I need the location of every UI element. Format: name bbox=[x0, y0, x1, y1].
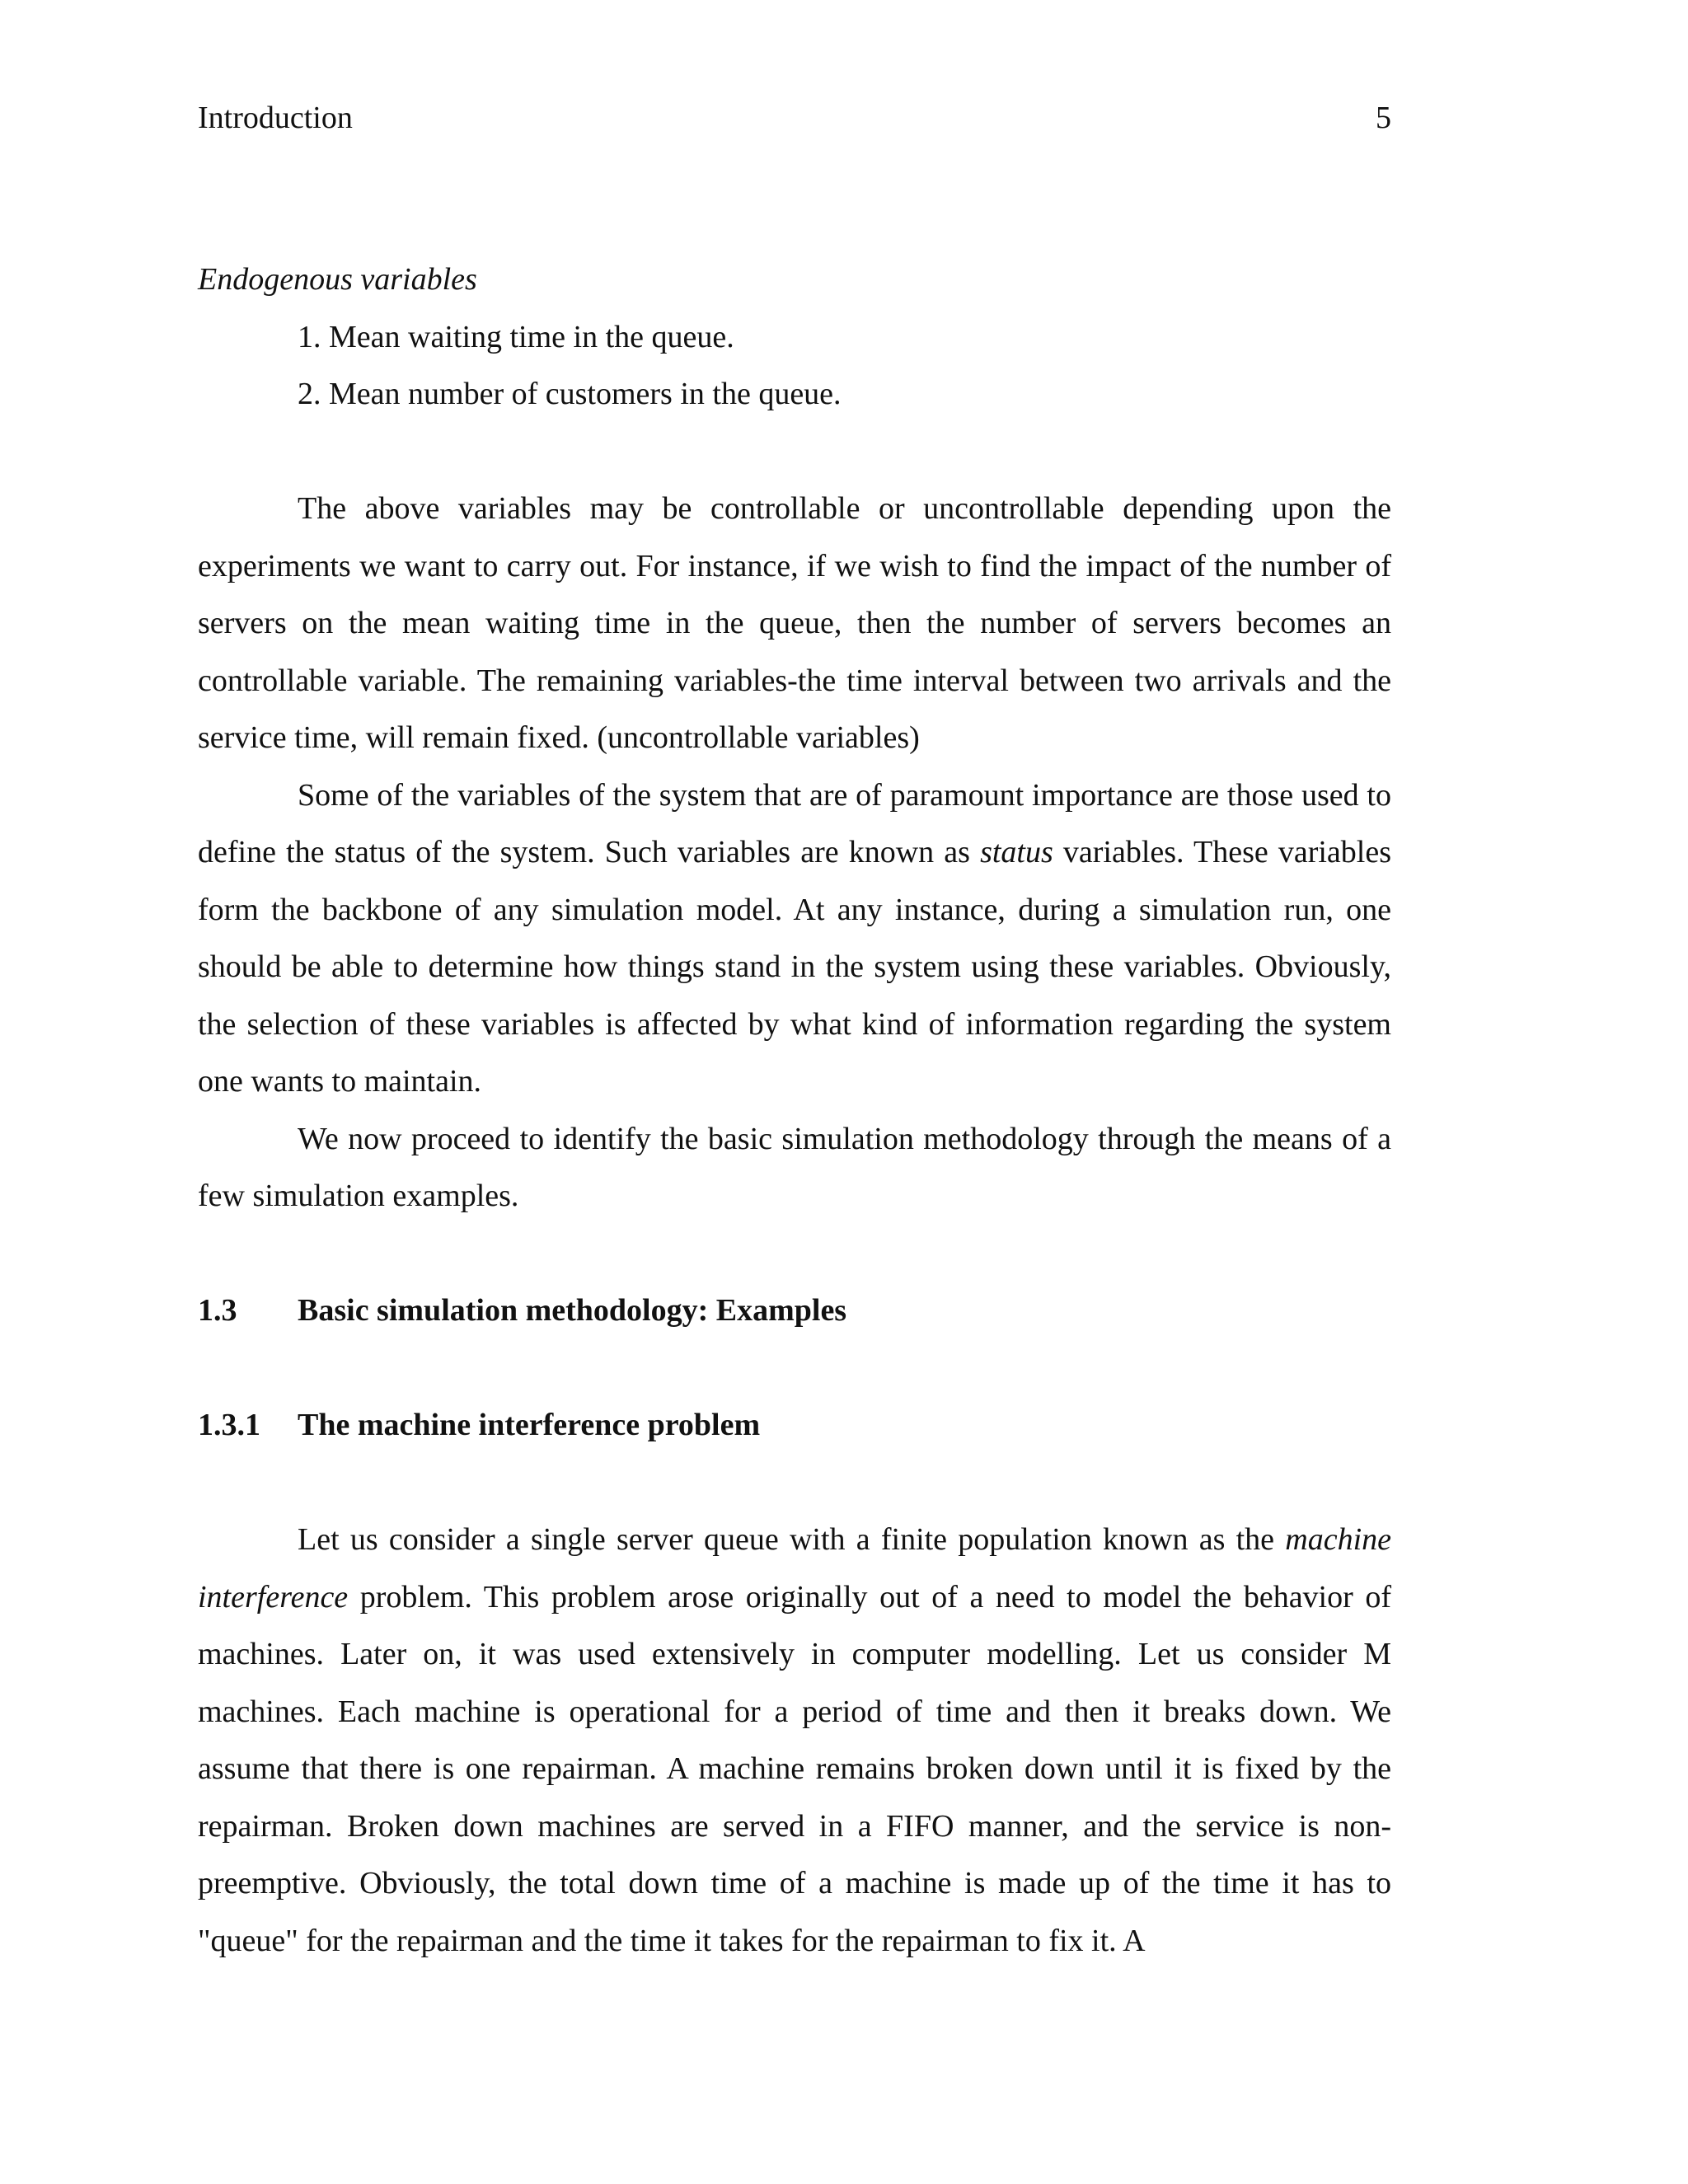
section-number: 1.3 bbox=[198, 1293, 237, 1328]
emphasis-machine-interference: machine interference bbox=[198, 1522, 1391, 1615]
subsection-number: 1.3.1 bbox=[198, 1408, 260, 1442]
subsection-title: The machine interference problem bbox=[298, 1408, 761, 1442]
list-item: 2. Mean number of customers in the queue. bbox=[298, 377, 842, 411]
paragraph-controllable-variables: The above variables may be controllable or uncontrollable depending upon the experiments we want to carry out. For instance, if we wish to find the impact of the number of servers on the mean waiting time in the queue, then the number of servers becomes an controllable variable. The remaining variables-the time interval between two arrivals and the service time, will remain fixed. (uncontrollable variables) bbox=[198, 491, 1391, 755]
page-body bbox=[198, 251, 1391, 1970]
paragraph-text: Some of the variables of the system that are of paramount importance are those used to define the status of the system. Such variables are known as bbox=[198, 777, 1391, 869]
subheading-endogenous-variables: Endogenous variables bbox=[198, 262, 477, 297]
section-title: Basic simulation methodology: Examples bbox=[298, 1293, 847, 1328]
section-heading bbox=[198, 1282, 1391, 1340]
paragraph-status-variables bbox=[198, 767, 1391, 1111]
paragraph-text: variables. These variables form the backbone of any simulation model. At any instance, during a simulation run, one should be able to determine how things stand in the system using these variables. Obviously, the selection of these variables is affected by what kind of information regarding the system one wants to maintain. bbox=[198, 835, 1392, 1099]
subsection-heading bbox=[198, 1397, 1391, 1455]
paragraph-methodology-intro: We now proceed to identify the basic simulation methodology through the means of a few simulation examples. bbox=[198, 1121, 1391, 1213]
page-number: 5 bbox=[1376, 101, 1391, 135]
paragraph-machine-interference bbox=[198, 1511, 1391, 1970]
running-title: Introduction bbox=[198, 101, 353, 135]
emphasis-status: status bbox=[980, 835, 1053, 869]
paragraph-text: problem. This problem arose originally out of a need to model the behavior of machines. Later on, it was used extensively in computer modelling. Let us consider M machines. Each machine is operational for a period of time and then it breaks down. We assume that there is one repairman. A machine remains broken down until it is fixed by the repairman. Broken down machines are served in a FIFO manner, and the service is non-preemptive. Obviously, the total down time of a machine is made up of the time it has to "queue" for the repairman and the time it takes for the repairman to fix it. A bbox=[198, 1579, 1391, 1958]
list-item: 1. Mean waiting time in the queue. bbox=[298, 319, 734, 354]
paragraph-text: Let us consider a single server queue with a finite population known as the bbox=[298, 1522, 1286, 1557]
